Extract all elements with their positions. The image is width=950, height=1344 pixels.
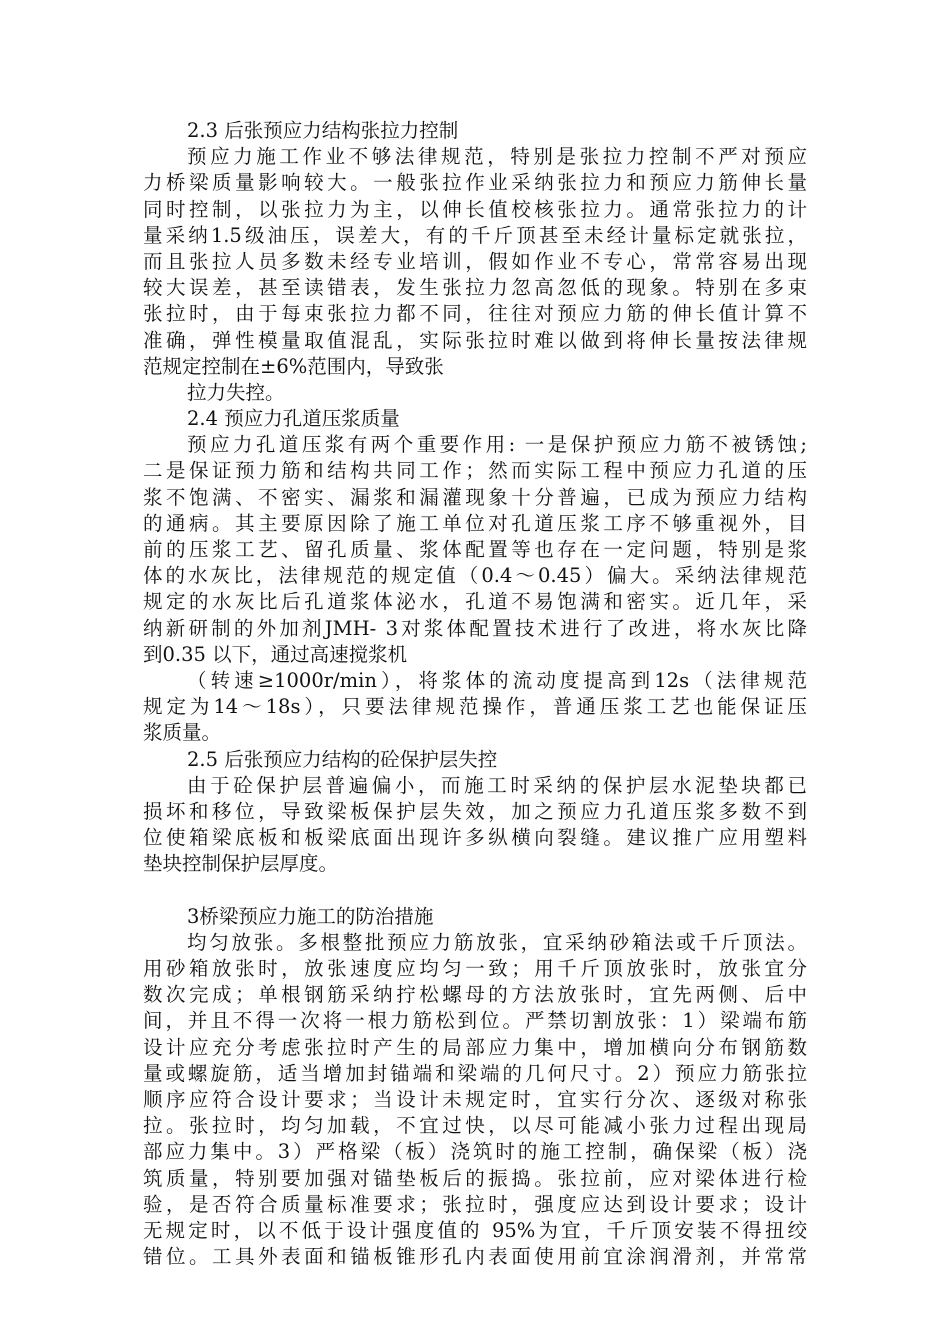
paragraph-line: 位使箱梁底板和板梁底面出现许多纵横向裂缝。建议推广应用塑料: [143, 826, 807, 850]
paragraph-line: 拉力失控。: [187, 380, 285, 404]
paragraph-line: 二是保证预力筋和结构共同工作；然而实际工程中预应力孔道的压: [143, 459, 807, 483]
paragraph-line: 预应力施工作业不够法律规范，特别是张拉力控制不严对预应: [187, 145, 807, 169]
paragraph-line: 同时控制，以张拉力为主，以伸长值校核张拉力。通常张拉力的计: [143, 197, 807, 221]
paragraph-line: 纳新研制的外加剂JMH- 3对浆体配置技术进行了改进，将水灰比降: [143, 616, 807, 640]
paragraph-line: 错位。工具外表面和锚板锥形孔内表面使用前宜涂润滑剂，并常常: [143, 1245, 807, 1269]
section-heading-2-3: 2.3 后张预应力结构张拉力控制: [187, 119, 459, 142]
paragraph-line: （转速≥1000r/min），将浆体的流动度提高到12s（法律规范: [187, 668, 807, 692]
paragraph-line: 量或螺旋筋，适当增加封锚端和梁端的几何尺寸。2）预应力筋张拉: [143, 1061, 807, 1085]
paragraph-line: 浆质量。: [143, 721, 222, 745]
paragraph-line: 用砂箱放张时，放张速度应均匀一致；用千斤顶放张时，放张宜分: [143, 957, 807, 980]
paragraph-line: 筑质量，特别要加强对锚垫板后的振捣。张拉前，应对梁体进行检: [143, 1166, 807, 1190]
paragraph-line: 间，并且不得一次将一根力筋松到位。严禁切割放张：1）梁端布筋: [143, 1009, 807, 1033]
paragraph-line: 由于砼保护层普遍偏小，而施工时采纳的保护层水泥垫块都已: [187, 773, 807, 797]
section-heading-2-4: 2.4 预应力孔道压浆质量: [187, 407, 400, 431]
paragraph-line: 较大误差，甚至读错表，发生张拉力忽高忽低的现象。特别在多束: [143, 276, 807, 300]
paragraph-line: 到0.35 以下，通过高速搅浆机: [143, 642, 408, 666]
paragraph-line: 均匀放张。多根整批预应力筋放张，宜采纳砂箱法或千斤顶法。: [187, 930, 807, 954]
paragraph-line: 损坏和移位，导致梁板保护层失效，加之预应力孔道压浆多数不到: [143, 799, 807, 823]
paragraph-line: 规定的水灰比后孔道浆体泌水，孔道不易饱满和密实。近几年，采: [143, 590, 807, 614]
paragraph-line: 前的压浆工艺、留孔质量、浆体配置等也存在一定问题，特别是浆: [143, 538, 807, 561]
paragraph-spacer: [143, 877, 807, 903]
paragraph-line: 规定为14～18s），只要法律规范操作，普通压浆工艺也能保证压: [143, 695, 807, 719]
paragraph-line: 顺序应符合设计要求；当设计未规定时，宜实行分次、逐级对称张: [143, 1087, 807, 1111]
paragraph-line: 范规定控制在±6%范围内，导致张: [143, 354, 444, 378]
paragraph-line: 浆不饱满、不密实、漏浆和漏灌现象十分普遍，已成为预应力结构: [143, 485, 807, 509]
paragraph-line: 验，是否符合质量标准要求；张拉时，强度应达到设计要求；设计: [143, 1192, 807, 1216]
paragraph-line: 力桥梁质量影响较大。一般张拉作业采纳张拉力和预应力筋伸长量: [143, 171, 807, 195]
paragraph-line: 预应力孔道压浆有两个重要作用: 一是保护预应力筋不被锈蚀;: [187, 433, 807, 457]
paragraph-line: 量采纳1.5级油压，误差大，有的千斤顶甚至未经计量标定就张拉，: [143, 223, 807, 247]
document-body: [143, 118, 807, 1270]
paragraph-line: 设计应充分考虑张拉时产生的局部应力集中，增加横向分布钢筋数: [143, 1035, 807, 1059]
paragraph-line: 垫块控制保护层厚度。: [143, 852, 339, 876]
paragraph-line: 部应力集中。3）严格梁（板）浇筑时的施工控制，确保梁（板）浇: [143, 1140, 807, 1164]
paragraph-line: 拉。张拉时，均匀加载，不宜过快，以尽可能减小张力过程出现局: [143, 1114, 807, 1138]
paragraph-line: 无规定时，以不低于设计强度值的 95%为宜，千斤顶安装不得扭绞: [143, 1218, 807, 1242]
paragraph-line: 体的水灰比，法律规范的规定值（0.4～0.45）偏大。采纳法律规范: [143, 564, 807, 588]
paragraph-line: 张拉时，由于每束张拉力都不同，往往对预应力筋的伸长值计算不: [143, 302, 807, 326]
paragraph-line: 而且张拉人员多数未经专业培训，假如作业不专心，常常容易出现: [143, 249, 807, 273]
paragraph-line: 数次完成；单根钢筋采纳拧松螺母的方法放张时，宜先两侧、后中: [143, 983, 807, 1007]
section-heading-2-5: 2.5 后张预应力结构的砼保护层失控: [187, 747, 498, 771]
section-heading-3: 3桥梁预应力施工的防治措施: [187, 904, 434, 928]
paragraph-line: 准确，弹性模量取值混乱，实际张拉时难以做到将伸长量按法律规: [143, 328, 807, 352]
paragraph-line: 的通病。其主要原因除了施工单位对孔道压浆工序不够重视外，目: [143, 511, 807, 535]
